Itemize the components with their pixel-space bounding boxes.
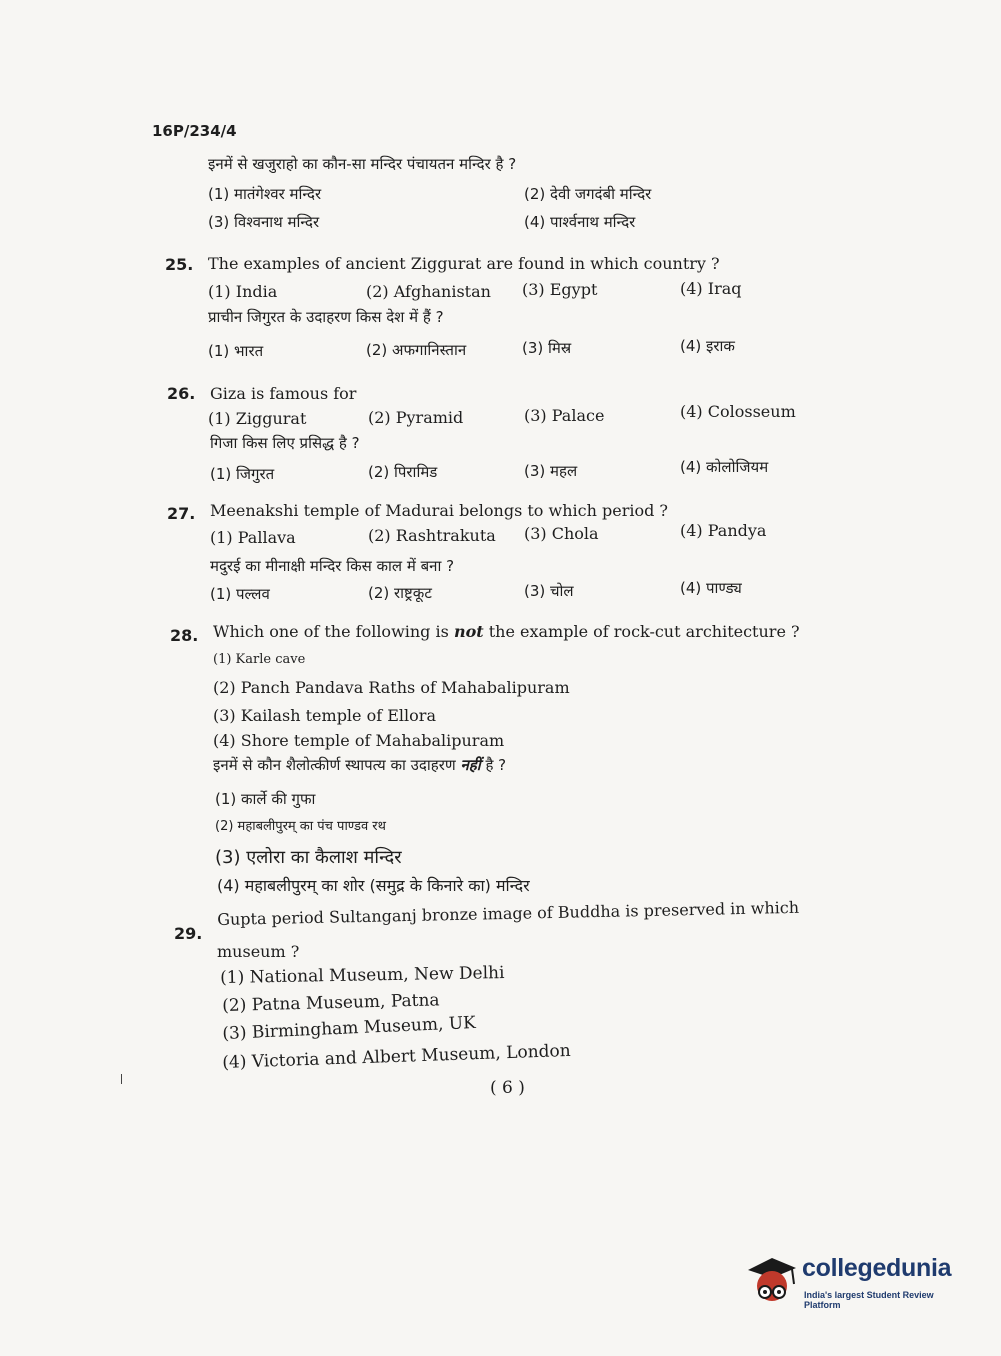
q29-option-4-en: (4) Victoria and Albert Museum, London [222, 1040, 572, 1073]
q25-option-3-hi: (3) मिस्र [522, 339, 572, 357]
q28-option-2-hi: (2) महाबलीपुरम् का पंच पाण्डव रथ [215, 819, 386, 834]
q29-option-2-en: (2) Patna Museum, Patna [222, 990, 440, 1016]
q28-text-en [213, 622, 800, 641]
q27-option-2-en: (2) Rashtrakuta [368, 526, 496, 545]
q25-number: 25. [165, 255, 194, 274]
margin-mark [121, 1074, 122, 1084]
q24-option-1-hi: (1) मातंगेश्वर मन्दिर [208, 185, 322, 203]
q25-option-1-en: (1) India [208, 282, 278, 301]
q26-text-en: Giza is famous for [210, 384, 357, 403]
q28-option-3-en: (3) Kailash temple of Ellora [213, 706, 436, 725]
q28-text-hi-emph: नहीं [460, 756, 481, 774]
q28-option-4-en: (4) Shore temple of Mahabalipuram [213, 731, 505, 750]
q27-option-4-en: (4) Pandya [680, 521, 767, 540]
q26-option-3-hi: (3) महल [524, 462, 578, 480]
q26-option-2-hi: (2) पिरामिड [368, 463, 438, 481]
q28-option-2-en: (2) Panch Pandava Raths of Mahabalipuram [213, 678, 570, 697]
brand-tagline: India's largest Student Review Platform [804, 1290, 934, 1310]
q24-option-3-hi: (3) विश्वनाथ मन्दिर [208, 213, 320, 231]
q28-text-hi-after: है ? [485, 756, 507, 774]
q28-option-1-hi: (1) कार्ले की गुफा [215, 790, 316, 808]
collegedunia-logo [742, 1252, 972, 1314]
q28-option-3-hi: (3) एलोरा का कैलाश मन्दिर [215, 847, 402, 868]
brand-name: collegedunia [802, 1254, 952, 1282]
mascot-icon [742, 1252, 800, 1310]
q26-option-2-en: (2) Pyramid [368, 408, 464, 427]
q24-option-2-hi: (2) देवी जगदंबी मन्दिर [524, 185, 652, 203]
q26-option-1-hi: (1) जिगुरत [210, 465, 275, 483]
q24-text-hi: इनमें से खजुराहो का कौन-सा मन्दिर पंचायतन मन्दिर है ? [208, 155, 517, 173]
q26-text-hi: गिजा किस लिए प्रसिद्ध है ? [210, 434, 360, 452]
q25-option-1-hi: (1) भारत [208, 342, 264, 360]
q28-text-en-before: Which one of the following is [213, 622, 449, 641]
q25-option-4-en: (4) Iraq [680, 279, 742, 298]
q27-text-en: Meenakshi temple of Madurai belongs to which period ? [210, 501, 668, 520]
q26-number: 26. [167, 384, 196, 403]
q27-option-2-hi: (2) राष्ट्रकूट [368, 584, 432, 602]
q27-text-hi: मदुरई का मीनाक्षी मन्दिर किस काल में बना ? [210, 557, 455, 575]
q29-text-en-line2: museum ? [217, 942, 300, 961]
q26-option-4-en: (4) Colosseum [680, 402, 796, 421]
q26-option-1-en: (1) Ziggurat [208, 409, 307, 428]
q25-option-2-hi: (2) अफगानिस्तान [366, 341, 467, 359]
q26-option-3-en: (3) Palace [524, 406, 605, 425]
q29-option-3-en: (3) Birmingham Museum, UK [222, 1012, 477, 1044]
q29-number: 29. [174, 924, 203, 943]
q24-option-4-hi: (4) पार्श्वनाथ मन्दिर [524, 213, 636, 231]
q26-option-4-hi: (4) कोलोजियम [680, 458, 769, 476]
q28-text-en-after: the example of rock-cut architecture ? [488, 622, 800, 641]
q28-text-hi [213, 755, 506, 775]
q27-number: 27. [167, 504, 196, 523]
q29-option-1-en: (1) National Museum, New Delhi [220, 963, 505, 988]
q25-text-hi: प्राचीन जिगुरत के उदाहरण किस देश में हैं ? [208, 308, 444, 326]
q25-text-en: The examples of ancient Ziggurat are found in which country ? [208, 254, 720, 273]
q28-text-en-emph: not [453, 622, 484, 641]
q27-option-4-hi: (4) पाण्ड्य [680, 579, 742, 597]
q25-option-4-hi: (4) इराक [680, 337, 735, 355]
q29-text-en-line1: Gupta period Sultanganj bronze image of Buddha is preserved in which [217, 897, 800, 929]
q27-option-1-en: (1) Pallava [210, 528, 296, 547]
q25-option-2-en: (2) Afghanistan [366, 282, 491, 301]
q27-option-3-hi: (3) चोल [524, 582, 574, 600]
q27-option-1-hi: (1) पल्लव [210, 585, 270, 603]
q28-text-hi-before: इनमें से कौन शैलोत्कीर्ण स्थापत्य का उदाहरण [213, 756, 456, 774]
q28-option-1-en: (1) Karle cave [213, 652, 306, 667]
q25-option-3-en: (3) Egypt [522, 280, 598, 299]
paper-code: 16P/234/4 [152, 122, 237, 140]
q28-option-4-hi: (4) महाबलीपुरम् का शोर (समुद्र के किनारे का) मन्दिर [217, 876, 530, 895]
q28-number: 28. [170, 626, 199, 645]
q27-option-3-en: (3) Chola [524, 524, 599, 543]
page-number: ( 6 ) [490, 1078, 525, 1098]
